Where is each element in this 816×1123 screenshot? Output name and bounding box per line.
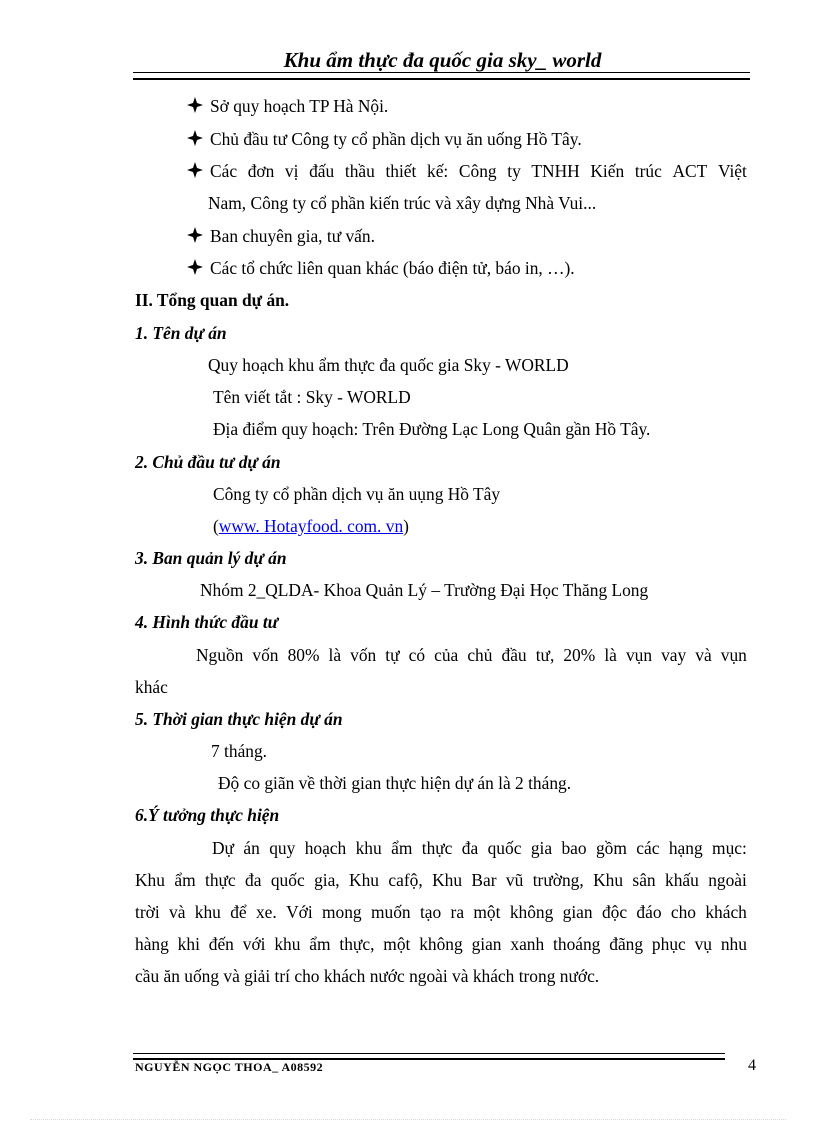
word: mong — [322, 902, 362, 922]
section-heading: II. Tổng quan dự án. — [135, 290, 290, 310]
word: Kiến — [590, 161, 625, 181]
word: và — [695, 645, 712, 665]
diamond-bullet-icon — [187, 130, 203, 146]
paragraph-last-line: cầu ăn uống và giải trí cho khách nước ngoài và khách trong nước. — [135, 966, 600, 986]
investor-company: Công ty cổ phần dịch vụ ăn uụng Hồ Tây — [213, 484, 501, 504]
investment-form-line-2: khác — [135, 677, 168, 697]
bullet-text: Chủ đầu tư Công ty cổ phần dịch vụ ăn uống Hồ Tây. — [210, 129, 582, 149]
word: đơn — [247, 161, 275, 181]
word: gian — [471, 934, 502, 954]
word: đấu — [309, 161, 335, 181]
word: ty — [507, 161, 521, 181]
word: sân — [632, 870, 656, 890]
word: các — [636, 838, 660, 858]
word: trời — [135, 902, 160, 922]
word: hoạch — [304, 838, 347, 858]
word: 80% — [287, 645, 320, 665]
word: Việt — [717, 161, 747, 181]
word: vũ — [505, 870, 524, 890]
word: và — [169, 902, 186, 922]
word: thực, — [339, 934, 375, 954]
word: Các — [210, 161, 238, 181]
word: đa — [461, 838, 479, 858]
word: 20% — [563, 645, 596, 665]
project-abbreviation: Tên viết tắt : Sky - WORLD — [213, 387, 411, 407]
word: vụn — [625, 645, 653, 665]
word: Nguồn — [196, 645, 244, 665]
word: thiết — [385, 161, 417, 181]
diamond-bullet-icon — [187, 97, 203, 113]
word: cho — [670, 902, 696, 922]
word: với — [242, 934, 266, 954]
diamond-bullet-icon — [187, 227, 203, 243]
word: ra — [450, 902, 465, 922]
word: kế: — [427, 161, 449, 181]
word: xe. — [255, 902, 277, 922]
paragraph-line — [135, 868, 747, 892]
project-location: Địa điểm quy hoạch: Trên Đường Lạc Long Quân gần Hồ Tây. — [213, 419, 651, 439]
word: khách — [705, 902, 747, 922]
subsection-heading: 1. Tên dự án — [135, 323, 227, 343]
word: đáo — [636, 902, 662, 922]
word: khi — [177, 934, 200, 954]
word: thầu — [344, 161, 375, 181]
word: khu — [355, 838, 382, 858]
bullet-text: Các tổ chức liên quan khác (báo điện tử, báo in, …). — [210, 258, 575, 278]
word: không — [509, 902, 554, 922]
bullet-text-continuation: Nam, Công ty cổ phần kiến trúc và xây dựng Nhà Vui... — [208, 193, 597, 213]
word: tự — [385, 645, 400, 665]
word: có — [408, 645, 426, 665]
word: ẩm — [309, 934, 331, 954]
word: hàng — [135, 934, 169, 954]
page-bottom-edge — [30, 1119, 786, 1120]
word: thực — [204, 870, 236, 890]
word: vốn — [350, 645, 377, 665]
word: là — [328, 645, 342, 665]
word: đến — [208, 934, 234, 954]
word: quy — [269, 838, 296, 858]
word: là — [604, 645, 617, 665]
word: ACT — [672, 161, 708, 181]
word: đa — [245, 870, 262, 890]
duration: 7 tháng. — [211, 741, 268, 761]
word: quốc — [270, 870, 305, 890]
word: để — [230, 902, 247, 922]
paragraph-line — [135, 932, 747, 956]
word: một — [473, 902, 501, 922]
word: chủ — [467, 645, 493, 665]
word: xanh — [510, 934, 545, 954]
paren-open: ( — [213, 516, 219, 536]
word: phục — [651, 934, 686, 954]
word: cafộ, — [388, 870, 423, 890]
investment-form-line — [196, 643, 747, 667]
word: gồm — [595, 838, 627, 858]
word: vay — [661, 645, 687, 665]
word: TNHH — [531, 161, 580, 181]
paragraph-line — [135, 900, 747, 924]
word: ẩm — [174, 870, 196, 890]
paren-close: ) — [403, 516, 409, 536]
word: không — [419, 934, 463, 954]
header-title: Khu ẩm thực đa quốc gia sky_ world — [283, 48, 602, 72]
website-link[interactable]: www. Hotayfood. com. vn — [218, 516, 404, 536]
word: Dự — [212, 838, 234, 858]
word: Khu — [432, 870, 463, 890]
word: trường, — [532, 870, 584, 890]
word: gia — [530, 838, 553, 858]
word: án — [243, 838, 260, 858]
bullet-text: Ban chuyên gia, tư vấn. — [210, 226, 375, 246]
word: nhu — [720, 934, 747, 954]
word: quốc — [487, 838, 522, 858]
investor-website — [213, 514, 409, 538]
header-rule — [133, 72, 750, 80]
word: ngoài — [708, 870, 747, 890]
word: khấu — [665, 870, 699, 890]
subsection-heading: 3. Ban quản lý dự án — [135, 548, 287, 568]
word: Khu — [135, 870, 165, 890]
word: của — [434, 645, 459, 665]
word: trúc — [634, 161, 662, 181]
word: Với — [286, 902, 313, 922]
word: thoáng — [553, 934, 601, 954]
word: tạo — [419, 902, 442, 922]
word: Bar — [471, 870, 497, 890]
page-number: 4 — [748, 1057, 756, 1074]
diamond-bullet-icon — [187, 162, 203, 178]
duration-flex: Độ co giãn về thời gian thực hiện dự án là 2 tháng. — [218, 773, 572, 793]
paragraph-line — [212, 836, 747, 860]
word: gia, — [314, 870, 340, 890]
word: độc — [601, 902, 628, 922]
word: tư, — [535, 645, 555, 665]
word: muốn — [370, 902, 411, 922]
subsection-heading: 4. Hình thức đầu tư — [135, 612, 279, 632]
word: đãng — [609, 934, 644, 954]
word: gian — [562, 902, 593, 922]
word: Công — [458, 161, 497, 181]
footer-author: NGUYỄN NGỌC THOA_ A08592 — [135, 1060, 324, 1074]
word: thực — [421, 838, 453, 858]
word: đầu — [501, 645, 527, 665]
bullet-text-justified — [210, 159, 747, 183]
word: vụ — [694, 934, 712, 954]
word: vốn — [252, 645, 279, 665]
word: ẩm — [391, 838, 413, 858]
subsection-heading: 6.Ý tưởng thực hiện — [135, 805, 280, 825]
subsection-heading: 2. Chủ đầu tư dự án — [135, 452, 281, 472]
project-name: Quy hoạch khu ẩm thực đa quốc gia Sky - WORLD — [208, 355, 569, 375]
word: bao — [561, 838, 587, 858]
word: khu — [274, 934, 301, 954]
word: vị — [284, 161, 299, 181]
management-team: Nhóm 2_QLDA- Khoa Quản Lý – Trường Đại Học Thăng Long — [200, 580, 649, 600]
word: hạng — [668, 838, 703, 858]
bullet-text: Sở quy hoạch TP Hà Nội. — [210, 96, 389, 116]
word: vụn — [720, 645, 747, 665]
word: một — [383, 934, 411, 954]
diamond-bullet-icon — [187, 259, 203, 275]
word: mục: — [712, 838, 747, 858]
word: khu — [194, 902, 221, 922]
word: Khu — [349, 870, 379, 890]
subsection-heading: 5. Thời gian thực hiện dự án — [135, 709, 343, 729]
word: Khu — [593, 870, 624, 890]
